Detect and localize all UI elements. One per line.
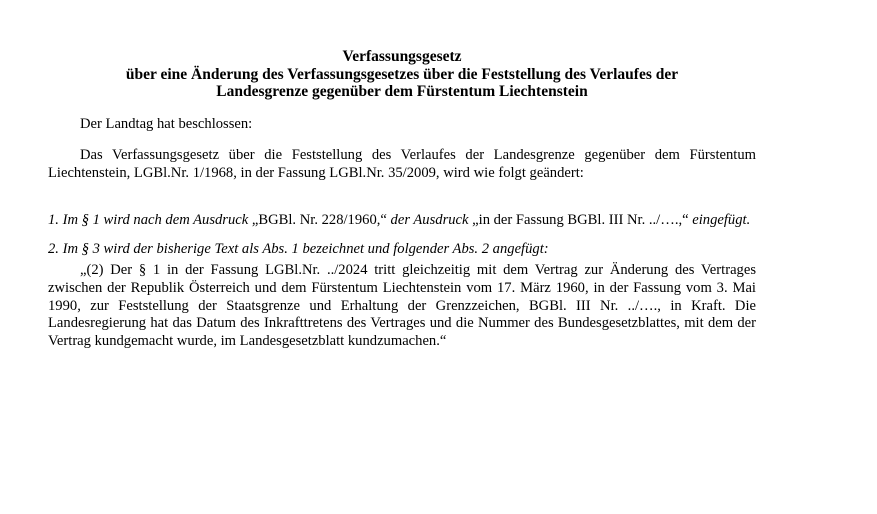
quoted-new-paragraph: „(2) Der § 1 in der Fassung LGBl.Nr. ../2024 tritt gleichzeitig mit dem Vertrag zur Änderung des Vertrages zwischen der Republik Österreich und dem Fürstentum Liechtenstein vom 17. März 1960, in der Fassung vom 3. Mai 1990, zur Feststellung der Staatsgrenze und Erhaltung der Grenzzeichen, BGBl. III Nr. ../…., in Kraft. Die Landesregierung hat das Datum des Inkrafttretens des Vertrages und die Nummer des Bundesgesetzblattes, mit dem der Vertrag kundgemacht wurde, im Landesgesetzblatt kundzumachen.“ <box>48 262 756 349</box>
item1-quote-b: „in der Fassung BGBl. III Nr. ../….,“ <box>472 212 689 229</box>
item1-quote-a: „BGBl. Nr. 228/1960,“ <box>251 212 387 229</box>
document-page <box>48 48 756 350</box>
amendment-item-1 <box>48 212 756 230</box>
item1-text-c: eingefügt. <box>688 212 751 229</box>
amendment-item-2: 2. Im § 3 wird der bisherige Text als Abs. 1 bezeichnet und folgender Abs. 2 angefügt: <box>48 240 549 257</box>
item1-text-b: der Ausdruck <box>386 212 473 229</box>
amendment-intro-paragraph: Das Verfassungsgesetz über die Feststellung des Verlaufes der Landesgrenze gegenüber dem Fürstentum Liechtenstein, LGBl.Nr. 1/1968, in der Fassung LGBl.Nr. 35/2009, wird wie folgt geändert: <box>48 147 756 181</box>
title-line-2: über eine Änderung des Verfassungsgesetzes über die Feststellung des Verlaufes der <box>125 65 679 83</box>
enactment-clause: Der Landtag hat beschlossen: <box>80 115 253 132</box>
title-line-1: Verfassungsgesetz <box>342 48 462 65</box>
title-line-3: Landesgrenze gegenüber dem Fürstentum Liechtenstein <box>216 83 588 100</box>
document-title <box>48 48 756 101</box>
item1-text-a: 1. Im § 1 wird nach dem Ausdruck <box>48 212 252 229</box>
